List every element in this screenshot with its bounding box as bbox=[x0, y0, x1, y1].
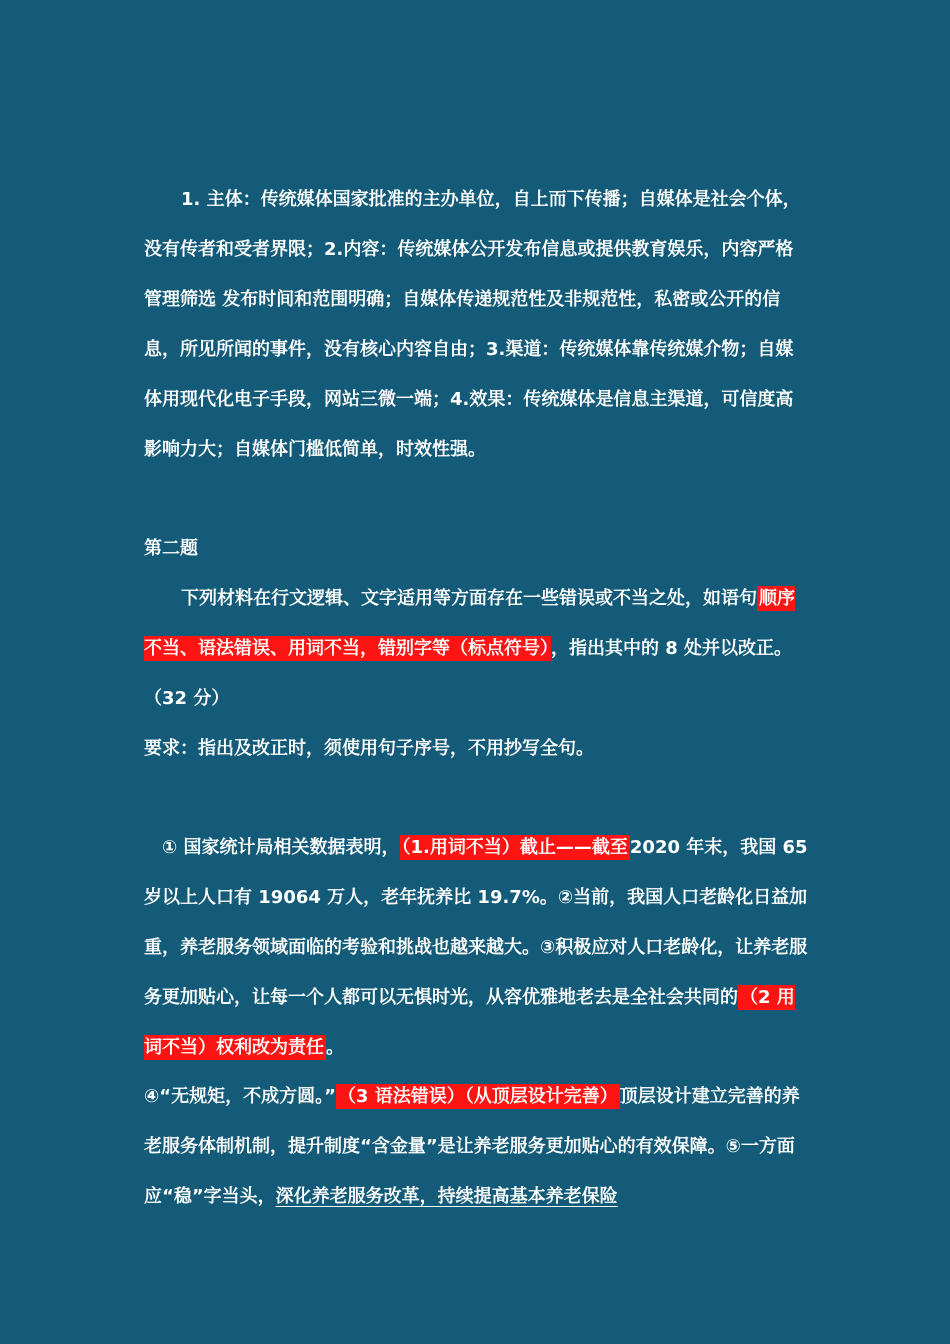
question-2-title: 第二题 bbox=[144, 538, 198, 559]
intro-text-b: ，指出其中的 8 处并以改正。（32 分） bbox=[144, 638, 793, 709]
question-2-requirement: 要求：指出及改正时，须使用句子序号，不用抄写全句。 bbox=[144, 738, 594, 759]
material-text-c: 。 bbox=[326, 1037, 344, 1058]
material2-text-b: 顶层设计建立完善的养老服务体制机制，提升制度“含金量”是让养老服务更加贴心的有效保障。⑤一方面应“稳”字当头， bbox=[144, 1086, 800, 1207]
answer-1-text: 1. 主体：传统媒体国家批准的主办单位，自上而下传播；自媒体是社会个体，没有传者和受者界限；2.内容：传统媒体公开发布信息或提供教育娱乐，内容严格管理筛选 发布时间和范围明确；自媒体传递规范性及非规范性，私密或公开的信息，所见所闻的事件，没有核心内容自由；3.渠道：传统媒体靠传统媒介物；自媒体用现代化电子手段，网站三微一端；4.效果：传统媒体是信息主渠道，可信度高影响力大；自媒体门槛低简单，时效性强。 bbox=[144, 189, 801, 460]
intro-text-a: 下列材料在行文逻辑、文字适用等方面存在一些错误或不当之处，如语句 bbox=[181, 588, 757, 609]
question-2-intro bbox=[144, 574, 809, 724]
answer-paragraph-1 bbox=[144, 175, 809, 475]
material2-text-a: ④“无规矩，不成方圆。” bbox=[144, 1086, 336, 1107]
material-text-b: 2020 年末，我国 65 岁以上人口有 19064 万人，老年抚养比 19.7%。②当前，我国人口老龄化日益加重，养老服务领域面临的考验和挑战也越来越大。③积极应对人口老龄化，让养老服务更加贴心，让每一个人都可以无惧时光，从容优雅地老去是全社会共同的 bbox=[144, 837, 808, 1008]
correction-highlight-2: （2 用词不当）权利改为责任 bbox=[144, 987, 795, 1058]
underlined-text: 深化养老服务改革，持续提高基本养老保险 bbox=[275, 1186, 618, 1207]
correction-highlight-1: （1.用词不当）截止——截至 bbox=[401, 837, 628, 858]
intro-highlight: 顺序不当、语法错误、用词不当，错别字等（标点符号） bbox=[144, 588, 795, 659]
material-paragraph-2 bbox=[144, 1072, 809, 1222]
material-text-a: ① 国家统计局相关数据表明， bbox=[162, 837, 400, 858]
correction-highlight-3: （3 语法错误）（从顶层设计完善） bbox=[337, 1086, 618, 1107]
material-paragraph-1 bbox=[144, 823, 809, 1073]
